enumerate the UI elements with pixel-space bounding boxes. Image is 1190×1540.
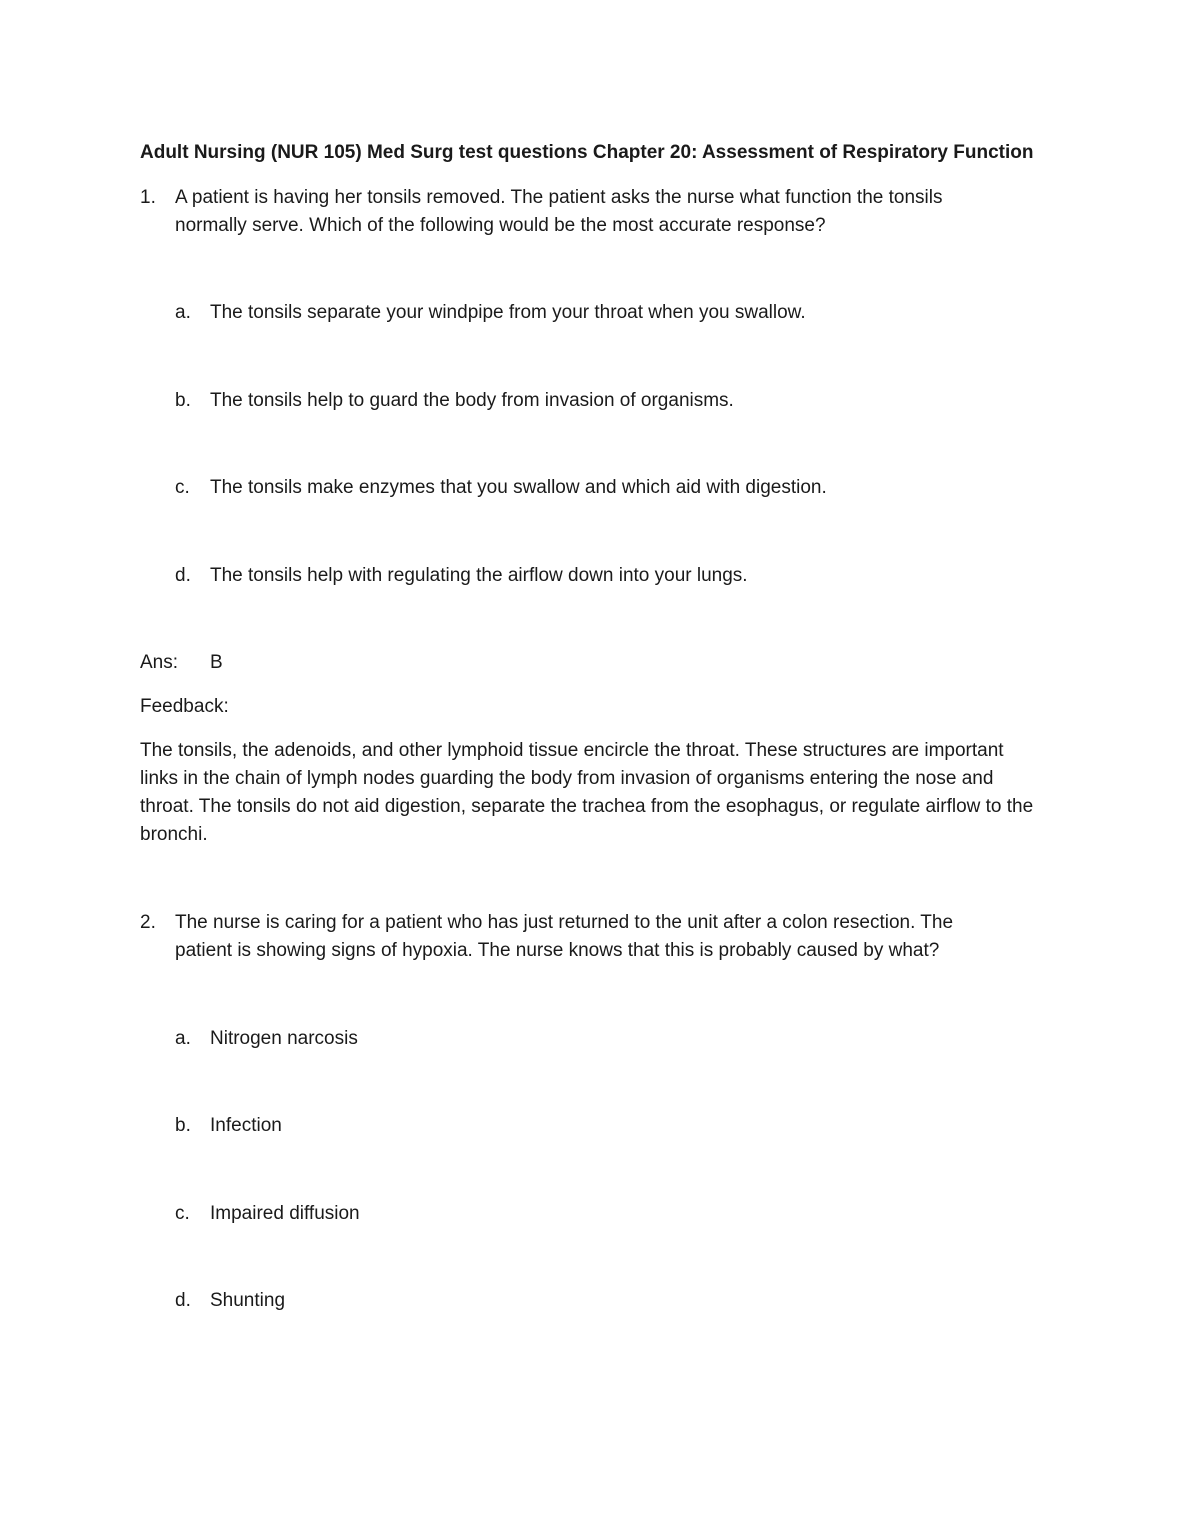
option-letter: c. xyxy=(175,477,190,498)
option-text: Impaired diffusion xyxy=(210,1203,360,1224)
option-text: Infection xyxy=(210,1115,282,1136)
feedback-text: The tonsils, the adenoids, and other lymphoid tissue encircle the throat. These structures are important links in the chain of lymph nodes guarding the body from invasion of organisms entering the nose and throat. The tonsils do not aid digestion, separate the trachea from the esophagus, or regulate airflow to the bronchi. xyxy=(140,740,1034,845)
option-text: The tonsils help with regulating the airflow down into your lungs. xyxy=(210,565,748,586)
option-letter: b. xyxy=(175,1115,191,1136)
option-text: The tonsils make enzymes that you swallow and which aid with digestion. xyxy=(210,477,827,498)
feedback-label: Feedback: xyxy=(140,696,229,717)
option-letter: d. xyxy=(175,1290,191,1311)
answer-value: B xyxy=(210,652,223,673)
question-number: 2. xyxy=(140,912,156,933)
option-text: Nitrogen narcosis xyxy=(210,1028,358,1049)
option-letter: a. xyxy=(175,1028,191,1049)
option-letter: b. xyxy=(175,390,191,411)
question-text: A patient is having her tonsils removed. The patient asks the nurse what function the tonsils normally serve. Which of the following would be the most accurate response? xyxy=(175,187,943,236)
question-text: The nurse is caring for a patient who has just returned to the unit after a colon resection. The patient is showing signs of hypoxia. The nurse knows that this is probably caused by what? xyxy=(175,912,954,961)
option-letter: a. xyxy=(175,302,191,323)
option-text: The tonsils separate your windpipe from your throat when you swallow. xyxy=(210,302,806,323)
option-letter: c. xyxy=(175,1203,190,1224)
option-letter: d. xyxy=(175,565,191,586)
option-text: Shunting xyxy=(210,1290,286,1311)
option-text: The tonsils help to guard the body from invasion of organisms. xyxy=(210,390,734,411)
answer-label: Ans: xyxy=(140,652,179,673)
question-number: 1. xyxy=(140,187,156,208)
document-title: Adult Nursing (NUR 105) Med Surg test questions Chapter 20: Assessment of Respiratory Function xyxy=(140,142,1034,163)
